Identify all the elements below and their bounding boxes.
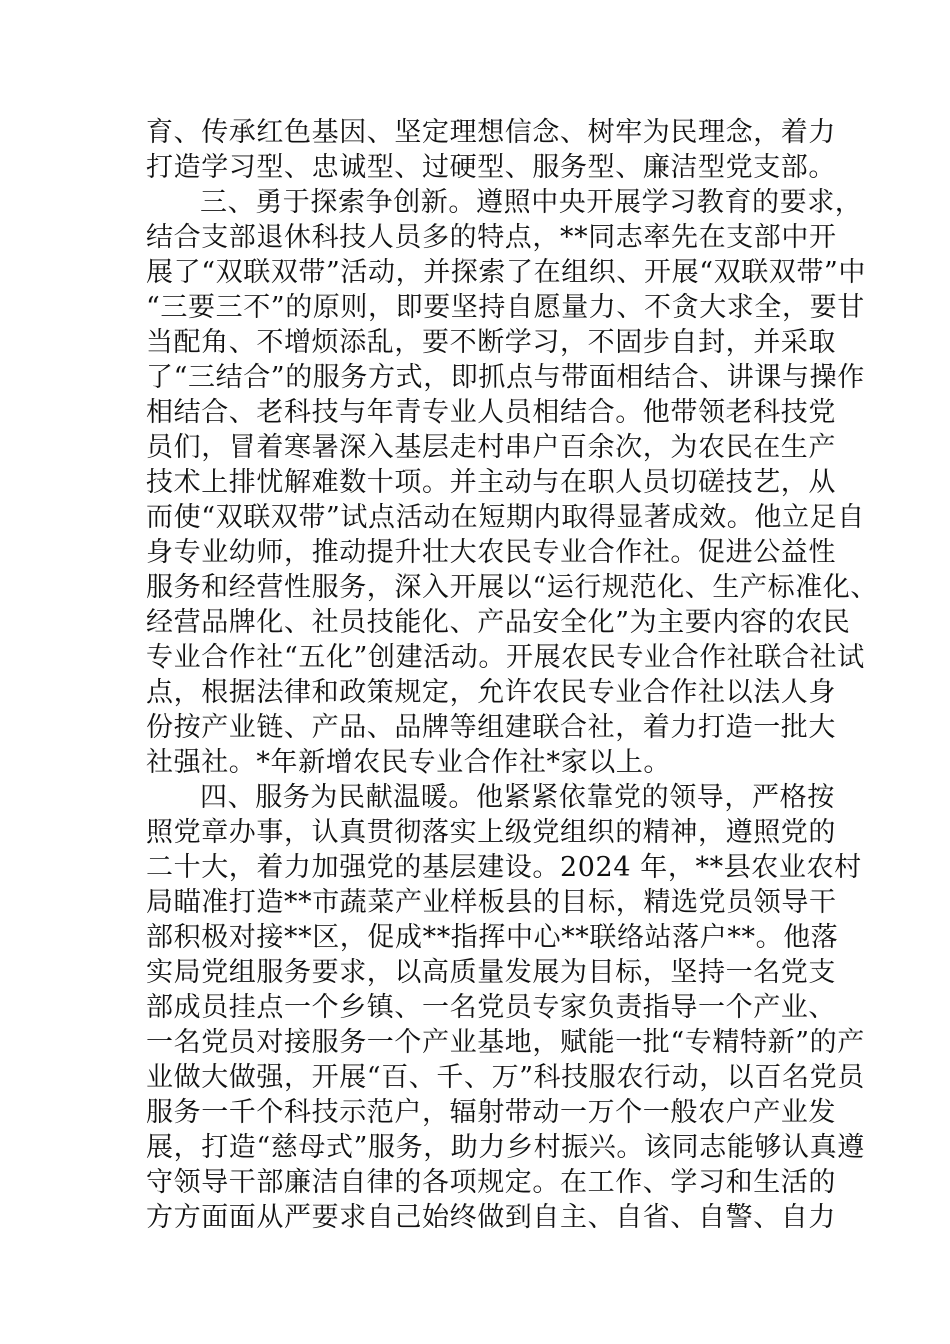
text-line: 相结合、老科技与年青专业人员相结合。他带领老科技党 [146, 397, 836, 428]
text-line: 方方面面从严要求自己始终做到自主、自省、自警、自力 [146, 1202, 836, 1233]
text-line: 当配角、不增烦添乱，要不断学习，不固步自封，并采取 [146, 327, 836, 358]
text-line: 打造学习型、忠诚型、过硬型、服务型、廉洁型党支部。 [146, 152, 836, 183]
text-line: 服务和经营性服务，深入开展以“运行规范化、生产标准化、 [146, 572, 879, 603]
text-line: 展了“双联双带”活动，并探索了在组织、开展“双联双带”中 [146, 257, 867, 288]
text-line: 员们，冒着寒暑深入基层走村串户百余次，为农民在生产 [146, 432, 836, 463]
text-line: 守领导干部廉洁自律的各项规定。在工作、学习和生活的 [146, 1167, 836, 1198]
text-line: “三要三不”的原则，即要坚持自愿量力、不贪大求全，要甘 [146, 292, 865, 323]
text-line: 局瞄准打造**市蔬菜产业样板县的目标，精选党员领导干 [146, 887, 837, 918]
text-line: 技术上排忧解难数十项。并主动与在职人员切磋技艺，从 [146, 467, 836, 498]
text-line: 而使“双联双带”试点活动在短期内取得显著成效。他立足自 [146, 502, 865, 533]
text-line: 了“三结合”的服务方式，即抓点与带面相结合、讲课与操作 [146, 362, 865, 393]
text-line: 展，打造“慈母式”服务，助力乡村振兴。该同志能够认真遵 [146, 1132, 865, 1163]
text-line: 业做大做强，开展“百、千、万”科技服农行动，以百名党员 [146, 1062, 865, 1093]
text-line: 份按产业链、产品、品牌等组建联合社，着力打造一批大 [146, 712, 836, 743]
text-line: 经营品牌化、社员技能化、产品安全化”为主要内容的农民 [146, 607, 851, 638]
paragraph-first-line: 三、勇于探索争创新。遵照中央开展学习教育的要求， [200, 187, 863, 218]
text-line: 部积极对接**区，促成**指挥中心**联络站落户**。他落 [146, 922, 839, 953]
text-line: 育、传承红色基因、坚定理想信念、树牢为民理念，着力 [146, 117, 836, 148]
text-line: 服务一千个科技示范户，辐射带动一万个一般农户产业发 [146, 1097, 836, 1128]
text-line: 二十大，着力加强党的基层建设。2024 年，**县农业农村 [146, 852, 862, 883]
document-body-text [146, 115, 879, 1235]
text-line: 专业合作社“五化”创建活动。开展农民专业合作社联合社试 [146, 642, 865, 673]
text-line: 点，根据法律和政策规定，允许农民专业合作社以法人身 [146, 677, 836, 708]
text-line: 身专业幼师，推动提升壮大农民专业合作社。促进公益性 [146, 537, 836, 568]
text-line: 照党章办事，认真贯彻落实上级党组织的精神，遵照党的 [146, 817, 836, 848]
paragraph-first-line: 四、服务为民献温暖。他紧紧依靠党的领导，严格按 [200, 782, 835, 813]
text-line: 部成员挂点一个乡镇、一名党员专家负责指导一个产业、 [146, 992, 836, 1023]
text-line: 结合支部退休科技人员多的特点，**同志率先在支部中开 [146, 222, 837, 253]
text-line: 社强社。*年新增农民专业合作社*家以上。 [146, 747, 671, 778]
text-line: 一名党员对接服务一个产业基地，赋能一批“专精特新”的产 [146, 1027, 865, 1058]
text-line: 实局党组服务要求，以高质量发展为目标，坚持一名党支 [146, 957, 836, 988]
